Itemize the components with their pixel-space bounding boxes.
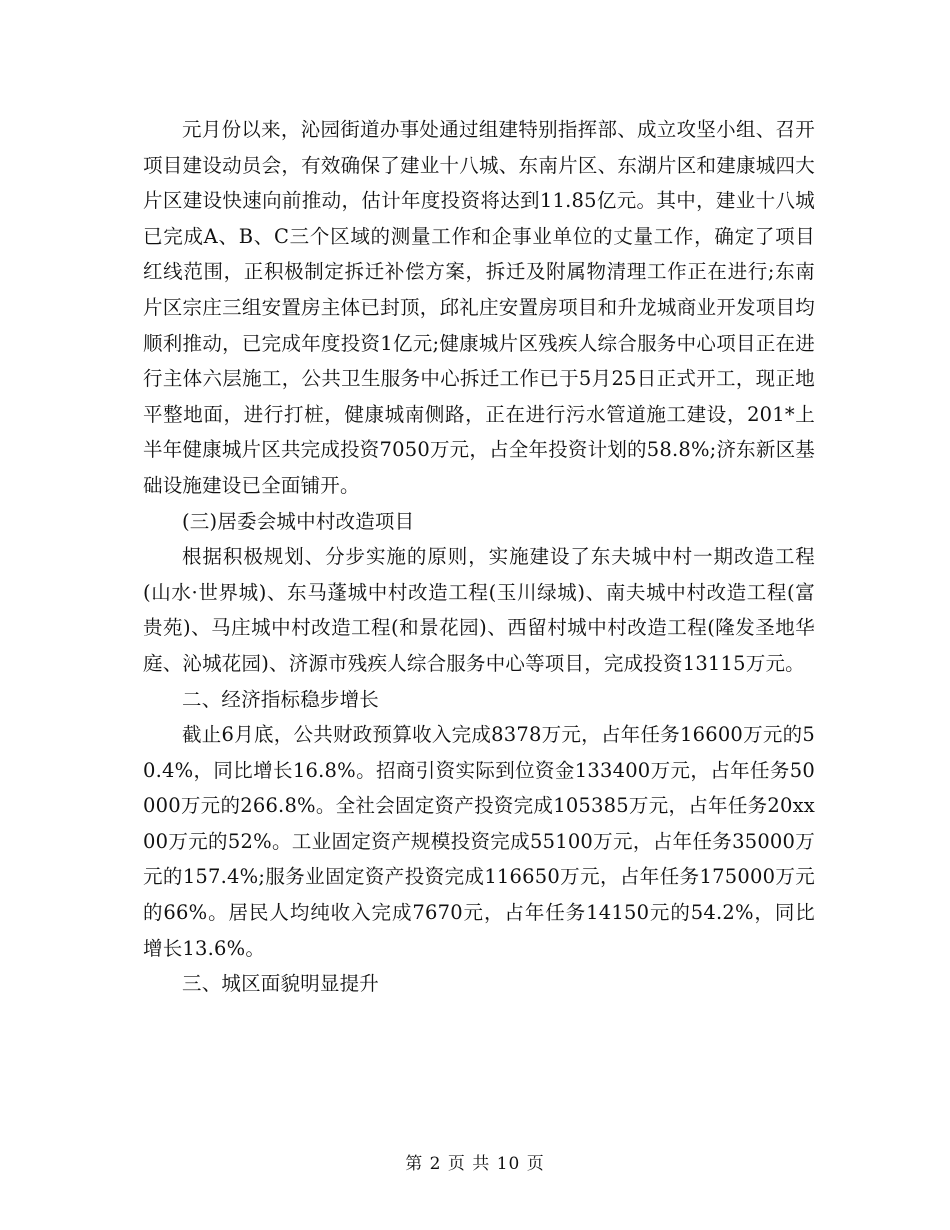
paragraph-village-renovation: 根据积极规划、分步实施的原则，实施建设了东夫城中村一期改造工程(山水·世界城)、东马蓬城中村改造工程(玉川绿城)、南夫城中村改造工程(富贵苑)、马庄城中村改造工程(和景花园)、西留村城中村改造工程(隆发圣地华庭、沁城花园)、济源市残疾人综合服务中心等项目，完成投资13115万元。	[143, 545, 815, 675]
section-heading-city-appearance: 三、城区面貌明显提升	[182, 972, 380, 996]
section-heading-economic-indicators: 二、经济指标稳步增长	[182, 687, 380, 711]
section-heading-village-renovation: (三)居委会城中村改造项目	[182, 509, 415, 533]
document-body	[143, 112, 815, 1002]
paragraph-construction-progress: 元月份以来，沁园街道办事处通过组建特别指挥部、成立攻坚小组、召开项目建设动员会，有效确保了建业十八城、东南片区、东湖片区和建康城四大片区建设快速向前推动，估计年度投资将达到11.85亿元。其中，建业十八城已完成A、B、C三个区域的测量工作和企事业单位的丈量工作，确定了项目红线范围，正积极制定拆迁补偿方案，拆迁及附属物清理工作正在进行;东南片区宗庄三组安置房主体已封顶，邱礼庄安置房项目和升龙城商业开发项目均顺利推动，已完成年度投资1亿元;健康城片区残疾人综合服务中心项目正在进行主体六层施工，公共卫生服务中心拆迁工作已于5月25日正式开工，现正地平整地面，进行打桩，健康城南侧路，正在进行污水管道施工建设，201*上半年健康城片区共完成投资7050万元，占全年投资计划的58.8%;济东新区基础设施建设已全面铺开。	[143, 118, 815, 497]
page-number-footer: 第 2 页 共 10 页	[405, 1154, 545, 1174]
paragraph-economic-indicators: 截止6月底，公共财政预算收入完成8378万元，占年任务16600万元的50.4%，同比增长16.8%。招商引资实际到位资金133400万元，占年任务50000万元的266.8%。全社会固定资产投资完成105385万元，占年任务20xx00万元的52%。工业固定资产规模投资完成55100万元，占年任务35000万元的157.4%;服务业固定资产投资完成116650万元，占年任务175000万元的66%。居民人均纯收入完成7670元，占年任务14150元的54.2%，同比增长13.6%。	[143, 723, 815, 960]
